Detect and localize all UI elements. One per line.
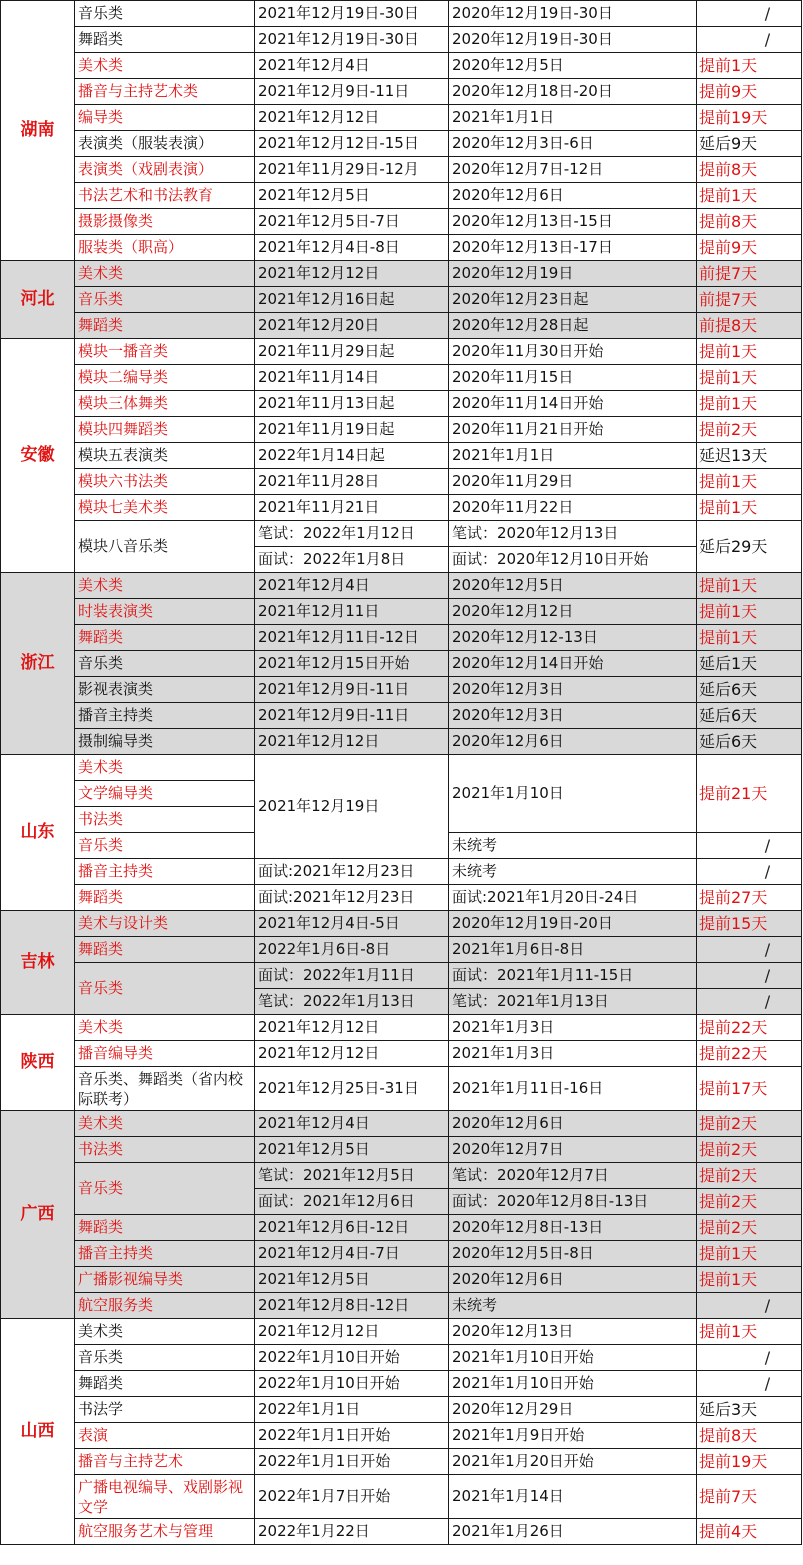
date-2020-cell: 2020年12月8日-13日 [449,1215,697,1241]
category-cell: 舞蹈类 [75,885,255,911]
date-2021-cell: 2021年12月12日 [255,105,449,131]
table-row [1,313,802,339]
date-2020-cell: 面试:2021年1月20日-24日 [449,885,697,911]
table-row [1,209,802,235]
date-2021-cell: 2021年12月19日 [255,755,449,859]
province-cell: 山西 [1,1319,75,1545]
date-2021-cell: 2021年11月28日 [255,469,449,495]
date-2021-cell: 2022年1月1日开始 [255,1449,449,1475]
change-cell: / [697,963,802,989]
date-2020-cell: 2020年12月28日起 [449,313,697,339]
table-row [1,859,802,885]
date-2020-cell: 2020年12月19日-20日 [449,911,697,937]
province-cell: 河北 [1,261,75,339]
change-cell: 延后1天 [697,651,802,677]
table-row [1,53,802,79]
date-2021-cell: 2021年12月4日 [255,1111,449,1137]
change-cell: / [697,937,802,963]
date-2021-cell: 2021年12月9日-11日 [255,703,449,729]
province-cell: 广西 [1,1111,75,1319]
change-cell: 提前1天 [697,1267,802,1293]
date-2021-cell: 2021年12月9日-11日 [255,79,449,105]
category-cell: 影视表演类 [75,677,255,703]
category-cell: 美术类 [75,755,255,781]
change-cell: 提前9天 [697,79,802,105]
date-2020-cell: 2021年1月3日 [449,1041,697,1067]
table-row [1,287,802,313]
date-2021-cell: 2021年12月12日 [255,1041,449,1067]
date-2021-cell: 2021年12月4日 [255,573,449,599]
category-cell: 美术类 [75,53,255,79]
category-cell: 模块八音乐类 [75,521,255,573]
change-cell: 提前1天 [697,1241,802,1267]
change-cell: 提前2天 [697,1163,802,1189]
date-2021-cell: 笔试：2022年1月12日 [255,521,449,547]
date-2020-cell: 2020年12月3日 [449,677,697,703]
category-cell: 音乐类 [75,287,255,313]
date-2021-cell: 2022年1月1日开始 [255,1423,449,1449]
table-row [1,105,802,131]
category-cell: 音乐类、舞蹈类（省内校际联考） [75,1067,255,1111]
table-row [1,1041,802,1067]
date-2021-cell: 2021年12月4日-7日 [255,1241,449,1267]
category-cell: 音乐类 [75,1163,255,1215]
change-cell: / [697,859,802,885]
table-row [1,599,802,625]
change-cell: 提前1天 [697,625,802,651]
date-2021-cell: 2021年11月13日起 [255,391,449,417]
date-2020-cell: 2021年1月6日-8日 [449,937,697,963]
change-cell: 提前9天 [697,235,802,261]
table-body [1,1,802,1545]
change-cell: 提前21天 [697,755,802,833]
change-cell: 提前2天 [697,1111,802,1137]
change-cell: / [697,1345,802,1371]
table-row [1,755,802,781]
date-2020-cell: 笔试：2020年12月7日 [449,1163,697,1189]
table-row [1,339,802,365]
date-2021-cell: 面试：2022年1月11日 [255,963,449,989]
date-2020-cell: 2021年1月11日-16日 [449,1067,697,1111]
table-row [1,1449,802,1475]
date-2021-cell: 2021年11月29日起 [255,339,449,365]
category-cell: 舞蹈类 [75,27,255,53]
category-cell: 音乐类 [75,1,255,27]
table-row [1,911,802,937]
date-2021-cell: 2021年12月12日-15日 [255,131,449,157]
category-cell: 摄影摄像类 [75,209,255,235]
category-cell: 广播影视编导类 [75,1267,255,1293]
date-2021-cell: 2021年11月19日起 [255,417,449,443]
category-cell: 美术类 [75,573,255,599]
change-cell: 提前1天 [697,53,802,79]
date-2020-cell: 2021年1月9日开始 [449,1423,697,1449]
date-2021-cell: 2022年1月22日 [255,1519,449,1545]
category-cell: 音乐类 [75,651,255,677]
date-2020-cell: 2020年12月12日 [449,599,697,625]
date-2020-cell: 2020年12月5日-8日 [449,1241,697,1267]
date-2020-cell: 2020年11月22日 [449,495,697,521]
change-cell: 提前19天 [697,105,802,131]
date-2020-cell: 2020年12月13日 [449,1319,697,1345]
date-2020-cell: 2020年11月30日开始 [449,339,697,365]
date-2020-cell: 2020年12月13日-17日 [449,235,697,261]
table-row [1,1015,802,1041]
table-row [1,1267,802,1293]
change-cell: 延后9天 [697,131,802,157]
table-row [1,1423,802,1449]
table-row [1,651,802,677]
date-2021-cell: 2021年12月11日-12日 [255,625,449,651]
province-cell: 吉林 [1,911,75,1015]
table-row [1,521,802,547]
change-cell: 前提7天 [697,287,802,313]
date-2020-cell: 2020年12月6日 [449,729,697,755]
date-2021-cell: 2021年11月14日 [255,365,449,391]
change-cell: 提前1天 [697,1319,802,1345]
change-cell: 提前7天 [697,1475,802,1519]
date-2021-cell: 2021年12月4日 [255,53,449,79]
date-2021-cell: 2021年12月11日 [255,599,449,625]
change-cell: / [697,1293,802,1319]
date-2020-cell: 2021年1月1日 [449,443,697,469]
category-cell: 模块五表演类 [75,443,255,469]
change-cell: 前提7天 [697,261,802,287]
table-row [1,1397,802,1423]
change-cell: 提前22天 [697,1041,802,1067]
table-row [1,495,802,521]
table-row [1,27,802,53]
date-2020-cell: 2021年1月3日 [449,1015,697,1041]
change-cell: / [697,1371,802,1397]
date-2021-cell: 笔试：2021年12月5日 [255,1163,449,1189]
date-2021-cell: 2021年12月4日-8日 [255,235,449,261]
category-cell: 模块七美术类 [75,495,255,521]
change-cell: 提前1天 [697,365,802,391]
change-cell: 提前8天 [697,209,802,235]
table-row [1,79,802,105]
province-cell: 山东 [1,755,75,911]
change-cell: 提前2天 [697,1215,802,1241]
category-cell: 舞蹈类 [75,937,255,963]
change-cell: 提前2天 [697,417,802,443]
table-row [1,1137,802,1163]
date-2020-cell: 2020年12月5日 [449,573,697,599]
change-cell: / [697,1,802,27]
table-row [1,1319,802,1345]
date-2020-cell: 未统考 [449,833,697,859]
category-cell: 模块四舞蹈类 [75,417,255,443]
date-2020-cell: 2021年1月10日 [449,755,697,833]
date-2020-cell: 2020年12月19日-30日 [449,27,697,53]
change-cell: 延后29天 [697,521,802,573]
table-row [1,703,802,729]
date-2021-cell: 2022年1月10日开始 [255,1345,449,1371]
category-cell: 模块一播音类 [75,339,255,365]
table-row [1,469,802,495]
category-cell: 播音与主持艺术类 [75,79,255,105]
change-cell: 提前1天 [697,183,802,209]
change-cell: 提前2天 [697,1189,802,1215]
date-2020-cell: 2021年1月1日 [449,105,697,131]
category-cell: 书法学 [75,1397,255,1423]
table-row [1,729,802,755]
change-cell: 提前1天 [697,599,802,625]
date-2020-cell: 2020年12月18日-20日 [449,79,697,105]
date-2021-cell: 2021年12月25日-31日 [255,1067,449,1111]
date-2021-cell: 2022年1月1日 [255,1397,449,1423]
table-row [1,365,802,391]
table-row [1,1241,802,1267]
date-2020-cell: 2020年11月29日 [449,469,697,495]
date-2020-cell: 2020年12月3日 [449,703,697,729]
table-row [1,1519,802,1545]
date-2021-cell: 2021年12月5日-7日 [255,209,449,235]
change-cell: 提前8天 [697,157,802,183]
category-cell: 音乐类 [75,1345,255,1371]
table-row [1,1345,802,1371]
date-2020-cell: 2020年12月6日 [449,1111,697,1137]
date-2020-cell: 2021年1月14日 [449,1475,697,1519]
province-cell: 安徽 [1,339,75,573]
change-cell: 提前19天 [697,1449,802,1475]
date-2021-cell: 2022年1月14日起 [255,443,449,469]
category-cell: 舞蹈类 [75,625,255,651]
province-cell: 浙江 [1,573,75,755]
date-2021-cell: 2021年12月5日 [255,183,449,209]
change-cell: 提前1天 [697,573,802,599]
date-2021-cell: 2022年1月10日开始 [255,1371,449,1397]
date-2020-cell: 笔试：2021年1月13日 [449,989,697,1015]
table-row [1,443,802,469]
date-2021-cell: 2021年12月12日 [255,1015,449,1041]
category-cell: 音乐类 [75,963,255,1015]
date-2020-cell: 2020年12月7日-12日 [449,157,697,183]
category-cell: 模块六书法类 [75,469,255,495]
change-cell: 延后6天 [697,677,802,703]
date-2020-cell: 2020年12月14日开始 [449,651,697,677]
change-cell: 延后6天 [697,729,802,755]
table-row [1,573,802,599]
category-cell: 模块二编导类 [75,365,255,391]
change-cell: 提前4天 [697,1519,802,1545]
category-cell: 美术类 [75,1319,255,1345]
date-2020-cell: 2020年11月15日 [449,365,697,391]
change-cell: 前提8天 [697,313,802,339]
change-cell: 提前27天 [697,885,802,911]
date-2020-cell: 2020年12月13日-15日 [449,209,697,235]
date-2021-cell: 面试：2021年12月6日 [255,1189,449,1215]
table-row [1,1215,802,1241]
change-cell: 提前2天 [697,1137,802,1163]
date-2021-cell: 笔试：2022年1月13日 [255,989,449,1015]
table-row [1,1111,802,1137]
category-cell: 广播电视编导、戏剧影视文学 [75,1475,255,1519]
category-cell: 航空服务艺术与管理 [75,1519,255,1545]
category-cell: 文学编导类 [75,781,255,807]
table-row [1,677,802,703]
category-cell: 播音编导类 [75,1041,255,1067]
table-row [1,963,802,989]
date-2020-cell: 2020年12月19日-30日 [449,1,697,27]
date-2021-cell: 2021年12月9日-11日 [255,677,449,703]
category-cell: 播音主持类 [75,1241,255,1267]
table-row [1,1293,802,1319]
category-cell: 美术类 [75,261,255,287]
table-row [1,261,802,287]
category-cell: 播音主持类 [75,859,255,885]
table-row [1,1,802,27]
province-cell: 湖南 [1,1,75,261]
date-2020-cell: 2020年12月6日 [449,183,697,209]
date-2020-cell: 2020年12月23日起 [449,287,697,313]
table-row [1,391,802,417]
category-cell: 美术类 [75,1111,255,1137]
table-row [1,1475,802,1519]
change-cell: / [697,27,802,53]
change-cell: 提前1天 [697,339,802,365]
date-2020-cell: 未统考 [449,859,697,885]
date-2021-cell: 2021年12月16日起 [255,287,449,313]
date-2020-cell: 2020年12月19日 [449,261,697,287]
category-cell: 播音与主持艺术 [75,1449,255,1475]
change-cell: 提前22天 [697,1015,802,1041]
category-cell: 时装表演类 [75,599,255,625]
category-cell: 表演类（戏剧表演） [75,157,255,183]
date-2020-cell: 2021年1月26日 [449,1519,697,1545]
category-cell: 表演类（服装表演） [75,131,255,157]
date-2021-cell: 2021年12月6日-12日 [255,1215,449,1241]
date-2021-cell: 面试:2021年12月23日 [255,859,449,885]
date-2020-cell: 2020年12月5日 [449,53,697,79]
date-2020-cell: 2020年11月21日开始 [449,417,697,443]
date-2021-cell: 2021年12月12日 [255,261,449,287]
date-2021-cell: 2021年11月29日-12月 [255,157,449,183]
date-2020-cell: 面试：2021年1月11-15日 [449,963,697,989]
table-row [1,885,802,911]
change-cell: 提前1天 [697,495,802,521]
date-2020-cell: 面试：2020年12月10日开始 [449,547,697,573]
date-2021-cell: 2021年12月4日-5日 [255,911,449,937]
table-row [1,417,802,443]
table-row [1,1163,802,1189]
category-cell: 模块三体舞类 [75,391,255,417]
category-cell: 舞蹈类 [75,1215,255,1241]
category-cell: 书法类 [75,1137,255,1163]
date-2020-cell: 2020年12月3日-6日 [449,131,697,157]
table-row [1,625,802,651]
change-cell: 提前1天 [697,469,802,495]
change-cell: 提前17天 [697,1067,802,1111]
date-2021-cell: 面试:2021年12月23日 [255,885,449,911]
date-2020-cell: 未统考 [449,1293,697,1319]
category-cell: 编导类 [75,105,255,131]
date-2020-cell: 2021年1月10日开始 [449,1371,697,1397]
date-2021-cell: 2022年1月7日开始 [255,1475,449,1519]
date-2020-cell: 2020年11月14日开始 [449,391,697,417]
date-2020-cell: 面试：2020年12月8日-13日 [449,1189,697,1215]
table-row [1,235,802,261]
change-cell: 延迟13天 [697,443,802,469]
change-cell: 延后6天 [697,703,802,729]
change-cell: 提前15天 [697,911,802,937]
date-2020-cell: 2021年1月10日开始 [449,1345,697,1371]
change-cell: / [697,989,802,1015]
date-2021-cell: 面试：2022年1月8日 [255,547,449,573]
table-row [1,1371,802,1397]
table-row [1,1067,802,1111]
date-2021-cell: 2021年12月8日-12日 [255,1293,449,1319]
category-cell: 航空服务类 [75,1293,255,1319]
province-cell: 陕西 [1,1015,75,1111]
change-cell: 延后3天 [697,1397,802,1423]
change-cell: / [697,833,802,859]
date-2021-cell: 2021年12月5日 [255,1137,449,1163]
change-cell: 提前1天 [697,391,802,417]
date-2021-cell: 2021年12月12日 [255,1319,449,1345]
category-cell: 摄制编导类 [75,729,255,755]
category-cell: 播音主持类 [75,703,255,729]
category-cell: 音乐类 [75,833,255,859]
date-2021-cell: 2021年12月19日-30日 [255,27,449,53]
table-row [1,157,802,183]
date-2021-cell: 2021年12月12日 [255,729,449,755]
date-2021-cell: 2021年11月21日 [255,495,449,521]
category-cell: 书法类 [75,807,255,833]
date-2020-cell: 笔试：2020年12月13日 [449,521,697,547]
category-cell: 舞蹈类 [75,313,255,339]
category-cell: 美术与设计类 [75,911,255,937]
date-2020-cell: 2020年12月29日 [449,1397,697,1423]
date-2021-cell: 2021年12月15日开始 [255,651,449,677]
date-2020-cell: 2020年12月6日 [449,1267,697,1293]
category-cell: 舞蹈类 [75,1371,255,1397]
date-2021-cell: 2021年12月19日-30日 [255,1,449,27]
date-2020-cell: 2020年12月12-13日 [449,625,697,651]
table-row [1,937,802,963]
table-row [1,183,802,209]
change-cell: 提前8天 [697,1423,802,1449]
date-2020-cell: 2021年1月20日开始 [449,1449,697,1475]
date-2021-cell: 2021年12月20日 [255,313,449,339]
table-row [1,131,802,157]
date-2020-cell: 2020年12月7日 [449,1137,697,1163]
category-cell: 美术类 [75,1015,255,1041]
category-cell: 服装类（职高） [75,235,255,261]
date-2021-cell: 2022年1月6日-8日 [255,937,449,963]
date-2021-cell: 2021年12月5日 [255,1267,449,1293]
category-cell: 书法艺术和书法教育 [75,183,255,209]
category-cell: 表演 [75,1423,255,1449]
